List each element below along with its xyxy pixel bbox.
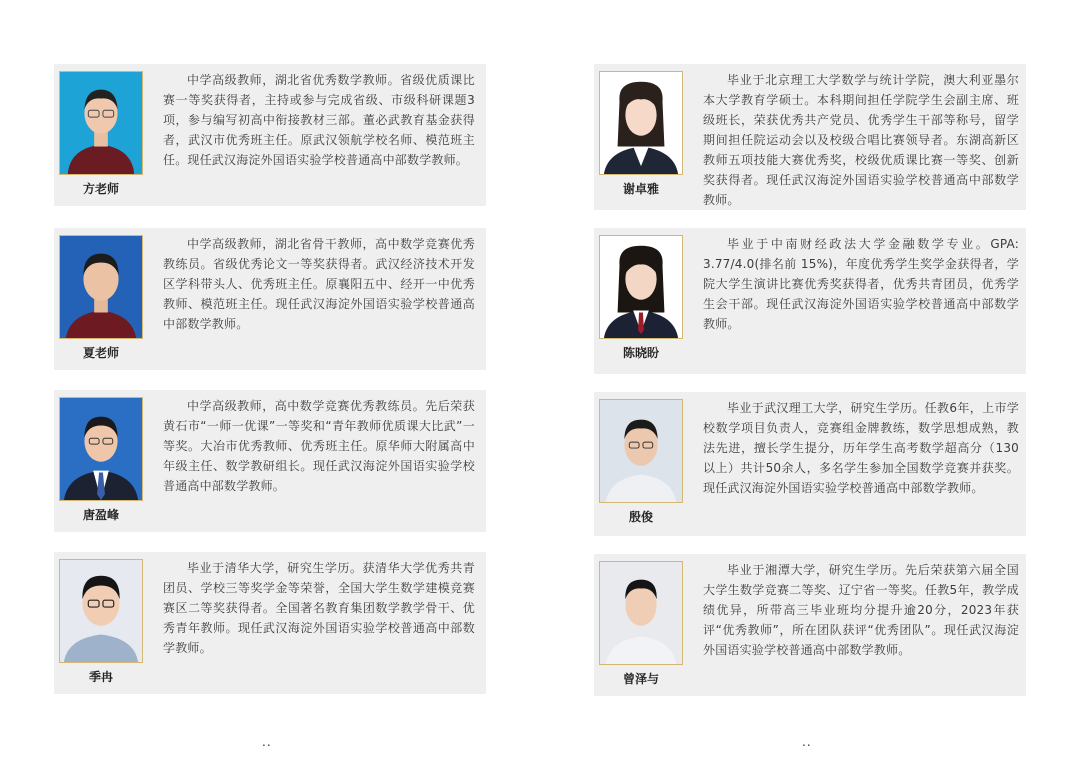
- portrait-icon: [600, 400, 682, 502]
- teacher-name: 季冉: [88, 670, 113, 684]
- teacher-name: 谢卓雅: [622, 182, 659, 196]
- page-marker-left: ..: [262, 735, 272, 749]
- teacher-photo: [599, 71, 683, 175]
- teacher-name: 唐盈峰: [82, 508, 119, 522]
- teacher-bio: 中学高级教师，湖北省骨干教师，高中数学竞赛优秀教练员。省级优秀论文一等奖获得者。武汉经济技术开发区学科带头人、优秀班主任。原襄阳五中、经开一中优秀教师、模范班主任。现任武汉海淀外国语实验学校普通高中部数学教师。: [163, 237, 475, 331]
- teacher-bio: 毕业于湘潭大学，研究生学历。先后荣获第六届全国大学生数学竞赛二等奖、辽宁省一等奖。任教5年，教学成绩优异，所带高三毕业班均分提升逾20分，2023年获评“优秀教师”，所在团队获评“优秀团队”。现任武汉海淀外国语实验学校普通高中部数学教师。: [703, 563, 1019, 657]
- teacher-bio: 中学高级教师，湖北省优秀数学教师。省级优质课比赛一等奖获得者，主持或参与完成省级、市级科研课题3项，参与编写初高中衔接教材三部。董必武教育基金获得者，武汉市优秀班主任。原武汉领航学校名师、模范班主任。现任武汉海淀外国语实验学校普通高中部数学教师。: [163, 73, 475, 167]
- teacher-card-tang: [54, 390, 486, 532]
- teacher-name: 殷俊: [628, 510, 653, 524]
- teacher-name: 曾泽与: [622, 672, 659, 686]
- teacher-card-chen: [594, 228, 1026, 374]
- teacher-bio: 毕业于北京理工大学数学与统计学院，澳大利亚墨尔本大学教育学硕士。本科期间担任学院学生会副主席、班级班长，荣获优秀共产党员、优秀学生干部等称号，留学期间担任院运动会以及校级合唱比赛领导者。东湖高新区教师五项技能大赛优秀奖，校级优质课比赛一等奖、创新奖获得者。现任武汉海淀外国语实验学校普通高中部数学教师。: [703, 73, 1019, 207]
- teacher-photo: [59, 71, 143, 175]
- teacher-photo: [59, 397, 143, 501]
- portrait-icon: [600, 236, 682, 338]
- teacher-photo: [59, 235, 143, 339]
- teacher-card-xie: [594, 64, 1026, 210]
- teacher-photo: [599, 399, 683, 503]
- portrait-icon: [600, 72, 682, 174]
- teacher-bio: 毕业于清华大学，研究生学历。获清华大学优秀共青团员、学校三等奖学金等荣誉，全国大学生数学建模竞赛赛区二等奖获得者。全国著名教育集团数学教学骨干、优秀青年教师。现任武汉海淀外国语实验学校普通高中部数学教师。: [163, 561, 475, 655]
- teacher-bio: 毕业于中南财经政法大学金融数学专业。GPA: 3.77/4.0(排名前 15%)，年度优秀学生奖学金获得者，学院大学生演讲比赛优秀奖获得者，优秀共青团员，优秀学生会干部。现任武汉海淀外国语实验学校普通高中部数学教师。: [703, 237, 1019, 331]
- portrait-icon: [60, 560, 142, 662]
- portrait-icon: [600, 562, 682, 664]
- teacher-card-yin: [594, 392, 1026, 536]
- teacher-photo: [599, 561, 683, 665]
- portrait-icon: [60, 398, 142, 500]
- teacher-photo: [599, 235, 683, 339]
- teacher-card-fang: [54, 64, 486, 206]
- teacher-name: 陈晓盼: [622, 346, 659, 360]
- teacher-card-zeng: [594, 554, 1026, 696]
- teacher-bio: 中学高级教师，高中数学竞赛优秀教练员。先后荣获黄石市“一师一优课”一等奖和“青年教师优质课大比武”一等奖。大冶市优秀教师、优秀班主任。原华师大附属高中年级主任、数学教研组长。现任武汉海淀外国语实验学校普通高中部数学教师。: [163, 399, 475, 493]
- portrait-icon: [60, 236, 142, 338]
- teacher-card-xia: [54, 228, 486, 370]
- teacher-name: 方老师: [82, 182, 119, 196]
- portrait-icon: [60, 72, 142, 174]
- teacher-name: 夏老师: [82, 346, 119, 360]
- page-marker-right: ..: [802, 735, 812, 749]
- teacher-photo: [59, 559, 143, 663]
- teacher-card-ji: [54, 552, 486, 694]
- teacher-bio: 毕业于武汉理工大学，研究生学历。任教6年，上市学校数学项目负责人，竞赛组金牌教练，数学思想成熟，教法先进，擅长学生提分，历年学生高考数学超高分（130以上）共计50余人，多名学生参加全国数学竞赛并获奖。现任武汉海淀外国语实验学校普通高中部数学教师。: [703, 401, 1019, 495]
